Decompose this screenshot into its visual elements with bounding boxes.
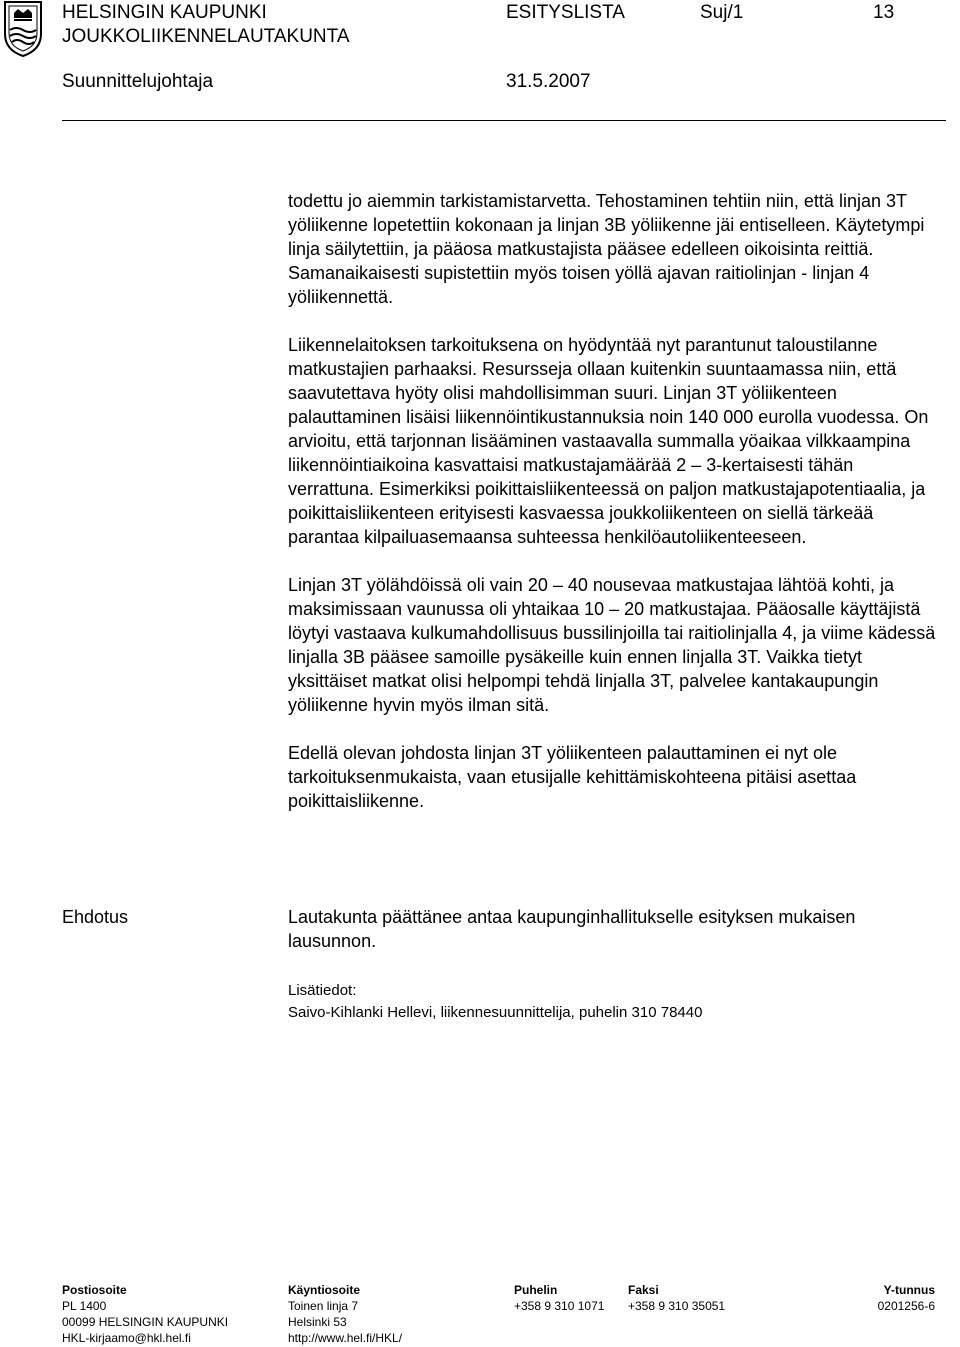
footer-visit-heading: Käyntiosoite [288, 1283, 361, 1297]
org-unit: JOUKKOLIIKENNELAUTAKUNTA [62, 26, 350, 47]
doc-date: 31.5.2007 [506, 71, 591, 92]
body-paragraph-4: Edellä olevan johdosta linjan 3T yöliikenteen palauttaminen ei nyt ole tarkoituksenmukaista, vaan etusijalle kehittämiskohteena pitäisi asettaa poikittaisliikenne. [288, 743, 857, 811]
footer-phone [514, 1282, 604, 1314]
footer-visit-line1: Toinen linja 7 [288, 1299, 359, 1313]
proposal-section [288, 905, 944, 1024]
footer-phone-heading: Puhelin [514, 1283, 558, 1297]
footer-bid-value: 0201256-6 [877, 1299, 935, 1313]
section-code: Suj/1 [700, 2, 744, 23]
header-divider [62, 120, 946, 121]
footer-postal-line2: 00099 HELSINGIN KAUPUNKI [62, 1315, 229, 1329]
main-body [288, 189, 944, 813]
body-paragraph-2: Liikennelaitoksen tarkoituksena on hyödyntää nyt parantunut taloustilanne matkustajien parhaaksi. Resursseja ollaan kuitenkin suuntaamassa niin, että saavutettava hyöty olisi mahdollisimman suuri. Linjan 3T yöliikenteen palauttaminen lisäisi liikennöintikustannuksia noin 140 000 eurolla vuodessa. On arvioitu, että tarjonnan lisääminen vastaavalla summalla yöaikaa vilkkaampina liikennöintiaikoina kasvattaisi matkustajamäärää 2 – 3-kertaisesti tähän verrattuna. Esimerkiksi poikittaisliikenteessä on paljon matkustajapotentiaalia, ja poikittaisliikenteen erityisesti kasvaessa joukkoliikenteen on siellä tärkeää parantaa kilpailuasemaansa suhteessa henkilöautoliikenteeseen. [288, 335, 929, 547]
footer-phone-value: +358 9 310 1071 [514, 1299, 605, 1313]
author-role: Suunnittelujohtaja [62, 71, 214, 92]
footer-business-id [840, 1282, 935, 1314]
footer-fax-value: +358 9 310 35051 [628, 1299, 726, 1313]
page-number: 13 [873, 2, 895, 23]
footer-fax-heading: Faksi [628, 1283, 659, 1297]
info-label: Lisätiedot: [288, 982, 357, 999]
footer-visit-line2: Helsinki 53 [288, 1315, 347, 1329]
footer-email[interactable]: HKL-kirjaamo@hkl.hel.fi [62, 1331, 191, 1345]
footer-visit [288, 1282, 402, 1346]
footer-postal [62, 1282, 228, 1346]
proposal-label: Ehdotus [62, 907, 129, 927]
footer-fax [628, 1282, 725, 1314]
footer-postal-heading: Postiosoite [62, 1283, 127, 1297]
info-contact: Saivo-Kihlanki Hellevi, liikennesuunnittelija, puhelin 310 78440 [288, 1004, 703, 1021]
doc-type: ESITYSLISTA [506, 2, 625, 23]
org-name: HELSINGIN KAUPUNKI [62, 2, 267, 23]
body-paragraph-1: todettu jo aiemmin tarkistamistarvetta. Tehostaminen tehtiin niin, että linjan 3T yöliikenne lopetettiin kokonaan ja linjan 3B yöliikenne jäi entiselleen. Käytetympi linja säilytettiin, ja pääosa matkustajista pääsee edelleen oikoisinta reittiä. Samanaikaisesti supistettiin myös toisen yöllä ajavan raitiolinjan - linjan 4 yöliikennettä. [288, 191, 925, 307]
footer-postal-line1: PL 1400 [62, 1299, 107, 1313]
body-paragraph-3: Linjan 3T yölähdöissä oli vain 20 – 40 nousevaa matkustajaa lähtöä kohti, ja maksimissaan vaunussa oli yhtaikaa 10 – 20 matkustajaa. Pääosalle käyttäjistä löytyi vastaava kulkumahdollisuus bussilinjoilla tai raitiolinjalla 4, ja viime kädessä linjalla 3B pääsee samoille pysäkeille kuin ennen linjalla 3T. Vaikka tietyt yksittäiset matkat olisi helpompi tehdä linjalla 3T, palvelee kantakaupungin yöliikenne hyvin myös ilman sitä. [288, 575, 936, 715]
helsinki-coat-of-arms-icon [2, 0, 44, 58]
footer-bid-heading: Y-tunnus [883, 1283, 935, 1297]
proposal-text: Lautakunta päättänee antaa kaupunginhallitukselle esityksen mukaisen lausunnon. [288, 907, 856, 951]
footer-website[interactable]: http://www.hel.fi/HKL/ [288, 1331, 403, 1345]
